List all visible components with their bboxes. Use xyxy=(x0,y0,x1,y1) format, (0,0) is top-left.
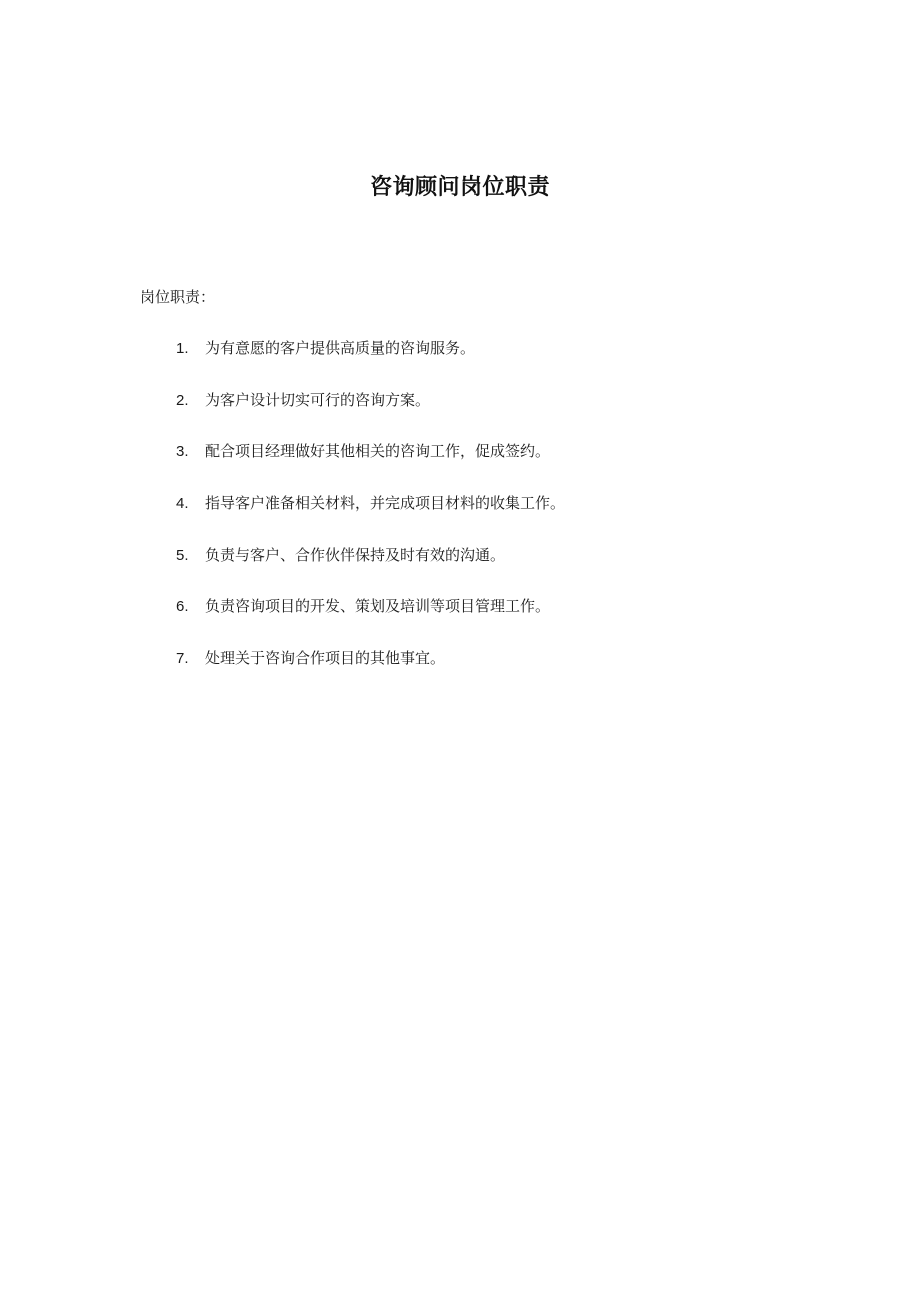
duty-item xyxy=(176,336,876,388)
section-heading: 岗位职责： xyxy=(140,288,216,306)
document-title: 咨询顾问岗位职责 xyxy=(369,175,550,200)
duty-number: 1. xyxy=(176,340,189,357)
duty-number: 4. xyxy=(176,495,189,513)
duty-number: 2. xyxy=(176,391,189,409)
duty-text: 为客户设计切实可行的咨询方案。 xyxy=(205,390,431,409)
duty-item xyxy=(176,646,876,698)
duty-item xyxy=(176,543,876,595)
duty-item xyxy=(176,491,876,543)
duty-list xyxy=(176,336,876,698)
duty-number: 3. xyxy=(176,443,189,461)
duty-item xyxy=(176,594,876,646)
duty-text: 配合项目经理做好其他相关的咨询工作，促成签约。 xyxy=(205,442,551,461)
duty-text: 负责与客户、合作伙伴保持及时有效的沟通。 xyxy=(205,545,506,564)
duty-text: 指导客户准备相关材料，并完成项目材料的收集工作。 xyxy=(205,494,566,513)
duty-text: 为有意愿的客户提供高质量的咨询服务。 xyxy=(205,339,476,357)
duty-text: 负责咨询项目的开发、策划及培训等项目管理工作。 xyxy=(205,597,551,616)
duty-text: 处理关于咨询合作项目的其他事宜。 xyxy=(205,649,446,668)
duty-number: 6. xyxy=(176,598,189,616)
duty-item xyxy=(176,439,876,491)
duty-number: 7. xyxy=(176,650,189,668)
duty-item xyxy=(176,388,876,440)
duty-number: 5. xyxy=(176,546,189,564)
